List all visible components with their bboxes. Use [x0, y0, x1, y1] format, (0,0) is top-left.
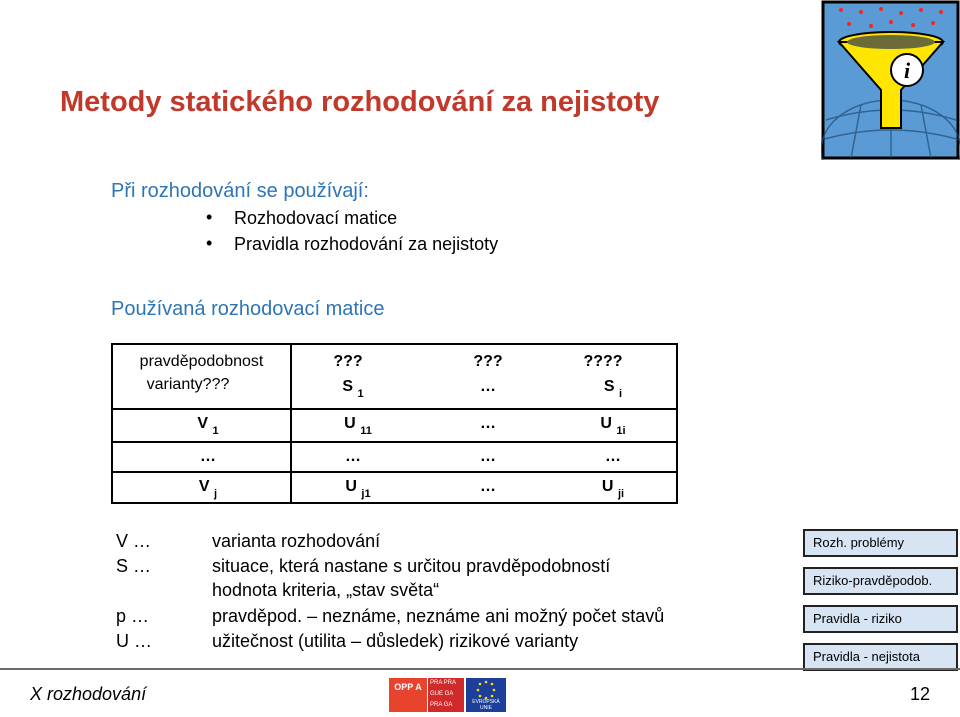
nav-button-rozh-problemy[interactable]: Rozh. problémy: [803, 529, 958, 557]
matrix-utility-cell: …: [480, 478, 496, 495]
eu-flag-logo: EVROPSKÁ UNIE: [466, 678, 506, 712]
matrix-prob-cell: ???: [473, 353, 503, 370]
matrix-row-label: V $_1$: [197, 415, 219, 437]
matrix-prob-cell: ????: [583, 353, 623, 370]
nav-button-pravidla-riziko[interactable]: Pravidla - riziko: [803, 605, 958, 633]
legend-value: varianta rozhodování: [212, 531, 381, 551]
matrix-utility-cell: U $_{11}$: [344, 415, 372, 437]
page-number: 12: [909, 684, 930, 704]
matrix-utility-cell: U $_{1i}$: [600, 415, 626, 437]
legend-value: hodnota kriteria, „stav světa“: [212, 580, 440, 600]
matrix-state-cell: S $_i$: [603, 378, 623, 400]
bullet-icon: •: [206, 233, 213, 253]
matrix-utility-cell: …: [480, 448, 496, 465]
decision-matrix: [111, 343, 678, 504]
footer-divider: [0, 668, 960, 670]
matrix-header-variants: varianty???: [146, 376, 230, 393]
matrix-utility-cell: …: [605, 448, 621, 465]
matrix-row-label: …: [200, 448, 216, 465]
legend-key: U …: [116, 631, 152, 651]
legend-key: p …: [116, 606, 150, 626]
bullet-label: Rozhodovací matice: [234, 208, 398, 228]
matrix-state-cell: S $_1$: [342, 378, 364, 400]
legend-key: V …: [116, 531, 152, 551]
matrix-utility-cell: …: [480, 415, 496, 432]
matrix-prob-cell: ???: [333, 353, 363, 370]
section-heading-usage: Při rozhodování se používají:: [111, 180, 369, 202]
info-funnel-icon: [821, 0, 960, 160]
list-item: [206, 233, 499, 255]
opp-a-logo: OPP A: [389, 678, 427, 712]
footer-label: X rozhodování: [30, 684, 147, 704]
matrix-state-cell: …: [480, 378, 496, 395]
matrix-row-label: V $_j$: [198, 478, 218, 500]
section-heading-matrix: Používaná rozhodovací matice: [111, 298, 385, 320]
legend-value: pravděpod. – neznáme, neznáme ani možný počet stavů: [212, 606, 665, 626]
legend-key: S …: [116, 556, 152, 576]
praha-logo: PRA PRA GUE GA PRA GA: [428, 678, 464, 712]
matrix-utility-cell: U $_{j1}$: [345, 478, 371, 500]
matrix-utility-cell: U $_{ji}$: [601, 478, 625, 500]
list-item: [206, 207, 398, 229]
legend-value: užitečnost (utilita – důsledek) rizikové varianty: [212, 631, 579, 651]
bullet-label: Pravidla rozhodování za nejistoty: [234, 234, 499, 254]
matrix-header-probability: pravděpodobnost: [139, 353, 264, 370]
nav-button-riziko-pravdepodob[interactable]: Riziko-pravděpodob.: [803, 567, 958, 595]
legend-value: situace, která nastane s určitou pravděpodobností: [212, 556, 611, 576]
page-title: Metody statického rozhodování za nejistoty: [60, 86, 660, 118]
nav-button-pravidla-nejistota[interactable]: Pravidla - nejistota: [803, 643, 958, 671]
svg-text:i: i: [903, 58, 911, 83]
matrix-utility-cell: …: [345, 448, 361, 465]
bullet-icon: •: [206, 207, 213, 227]
